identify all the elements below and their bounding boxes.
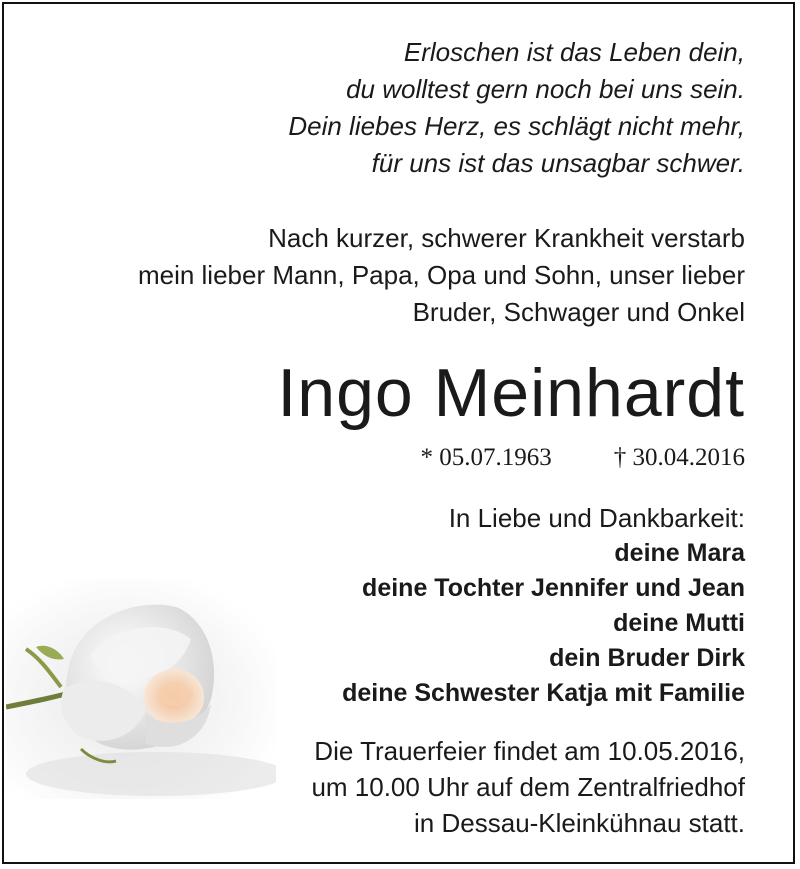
poem-line: Dein liebes Herz, es schlägt nicht mehr, <box>288 111 745 141</box>
mourner-item: deine Mutti <box>613 609 745 637</box>
birth-date: * 05.07.1963 <box>420 444 552 471</box>
announcement-line: Nach kurzer, schwerer Krankheit verstarb <box>268 223 745 253</box>
funeral-line: Die Trauerfeier findet am 10.05.2016, <box>314 736 745 766</box>
mourner-item: deine Tochter Jennifer und Jean <box>362 574 745 602</box>
obituary-frame <box>2 2 795 864</box>
thanks-heading: In Liebe und Dankbarkeit: <box>448 503 745 533</box>
memorial-poem <box>45 34 745 182</box>
announcement-line: mein lieber Mann, Papa, Opa und Sohn, unser lieber <box>137 260 745 290</box>
mourner-item: deine Mara <box>614 539 745 567</box>
funeral-notice <box>45 733 745 841</box>
deceased-name: Ingo Meinhardt <box>277 355 745 431</box>
mourner-item: deine Schwester Katja mit Familie <box>342 679 745 707</box>
mourners-list <box>45 536 745 711</box>
announcement-text <box>45 220 745 331</box>
life-dates <box>45 441 745 475</box>
poem-line: für uns ist das unsagbar schwer. <box>371 148 745 178</box>
funeral-line: in Dessau-Kleinkühnau statt. <box>414 808 745 838</box>
death-date: † 30.04.2016 <box>613 444 745 471</box>
poem-line: Erloschen ist das Leben dein, <box>403 37 745 67</box>
funeral-line: um 10.00 Uhr auf dem Zentralfriedhof <box>311 772 745 802</box>
poem-line: du wolltest gern noch bei uns sein. <box>346 74 745 104</box>
mourner-item: dein Bruder Dirk <box>549 644 745 672</box>
announcement-line: Bruder, Schwager und Onkel <box>412 297 745 327</box>
obituary-content <box>45 34 745 841</box>
